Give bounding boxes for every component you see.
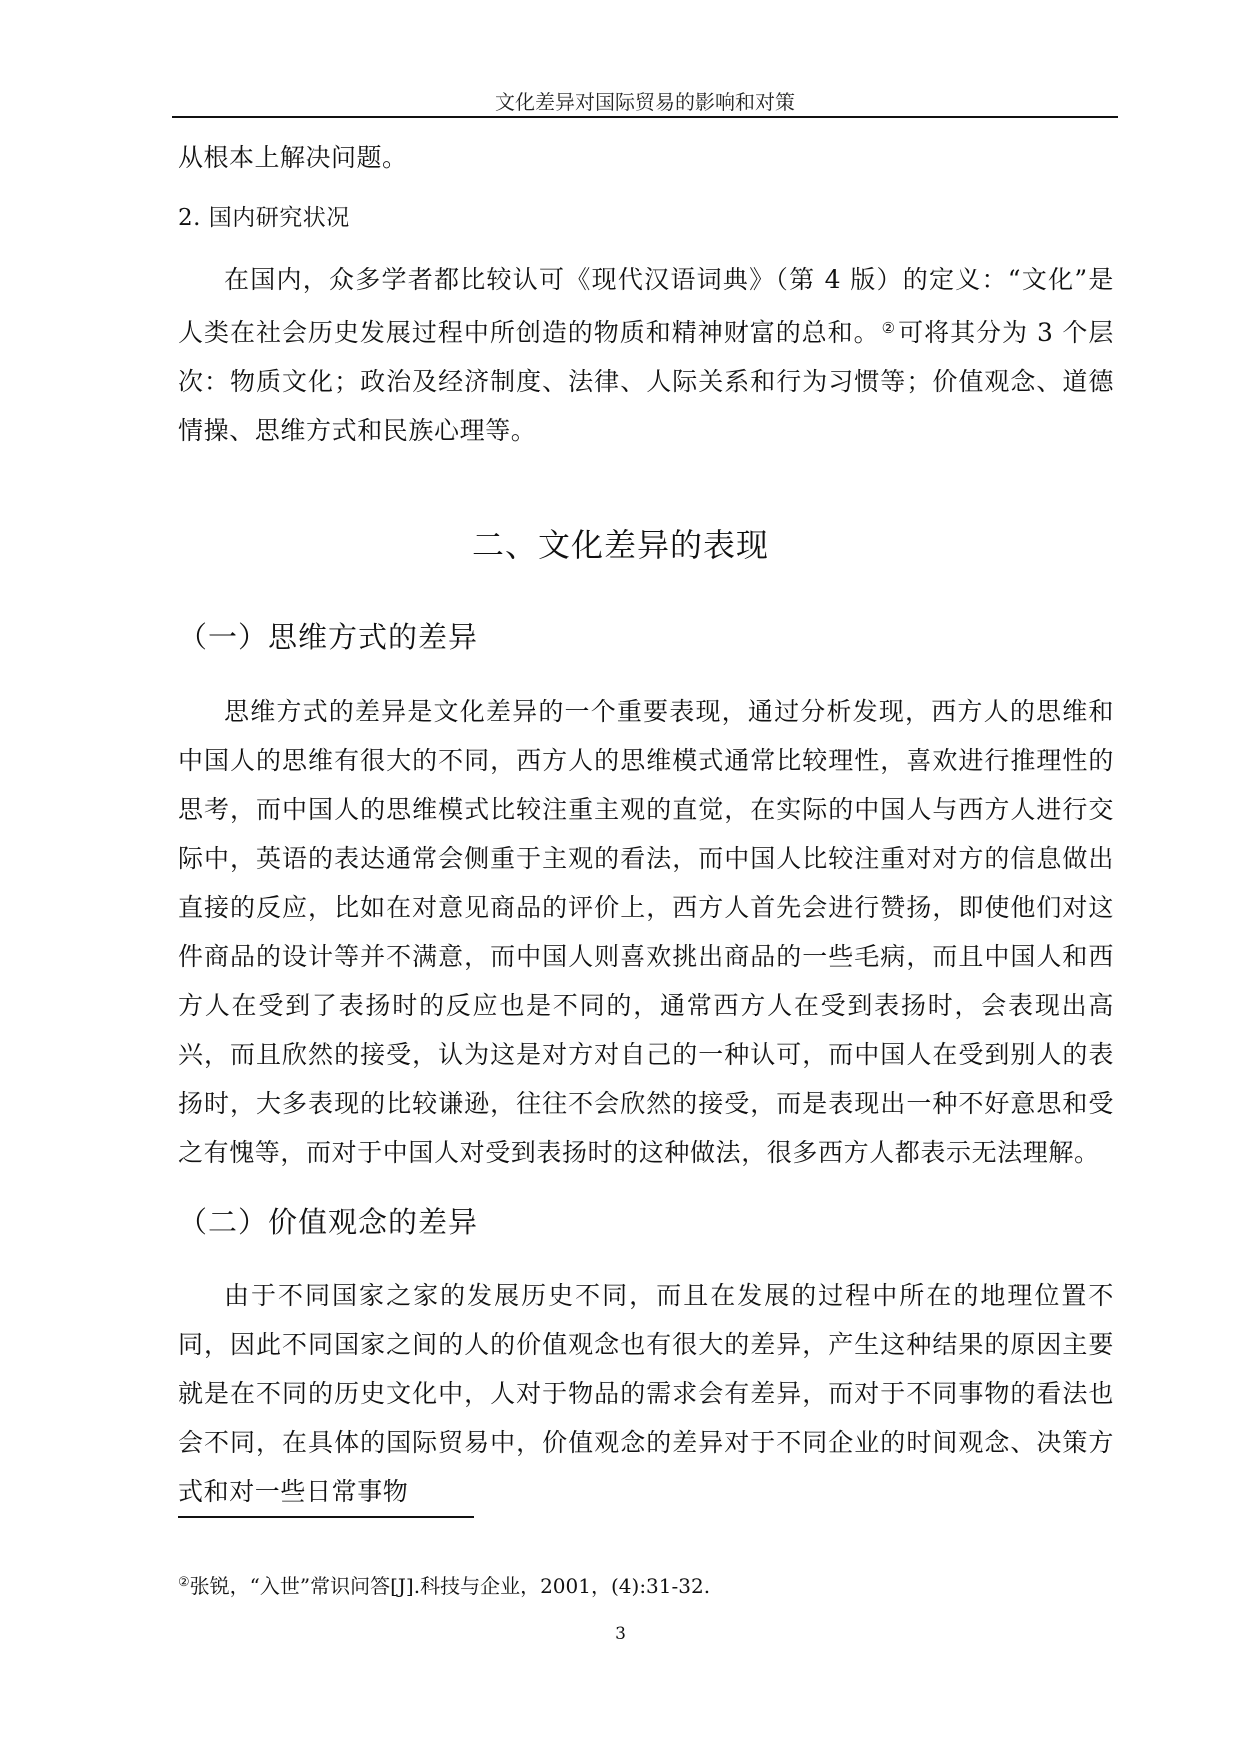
footnote-text: 张锐，“入世”常识问答[J].科技与企业，2001，(4):31-32. bbox=[189, 1574, 711, 1598]
subsection-title-thinking: （一）思维方式的差异 bbox=[178, 620, 479, 654]
subheading-domestic-research: 2. 国内研究状况 bbox=[178, 205, 350, 231]
footnote-reference[interactable]: ② bbox=[881, 319, 897, 337]
footnote bbox=[178, 1570, 710, 1599]
paragraph-domestic-research bbox=[178, 255, 1114, 455]
continuation-line: 从根本上解决问题。 bbox=[178, 143, 408, 172]
subsection-title-values: （二）价值观念的差异 bbox=[178, 1205, 479, 1239]
paragraph-thinking-differences: 思维方式的差异是文化差异的一个重要表现，通过分析发现，西方人的思维和中国人的思维有很大的不同，西方人的思维模式通常比较理性，喜欢进行推理性的思考，而中国人的思维模式比较注重主观的直觉，在实际的中国人与西方人进行交际中，英语的表达通常会侧重于主观的看法，而中国人比较注重对对方的信息做出直接的反应，比如在对意见商品的评价上，西方人首先会进行赞扬，即使他们对这件商品的设计等并不满意，而中国人则喜欢挑出商品的一些毛病，而且中国人和西方人在受到了表扬时的反应也是不同的，通常西方人在受到表扬时，会表现出高兴，而且欣然的接受，认为这是对方对自己的一种认可，而中国人在受到别人的表扬时，大多表现的比较谦逊，往往不会欣然的接受，而是表现出一种不好意思和受之有愧等，而对于中国人对受到表扬时的这种做法，很多西方人都表示无法理解。 bbox=[178, 697, 1114, 1167]
page-number: 3 bbox=[615, 1624, 626, 1644]
header-rule bbox=[172, 116, 1118, 118]
footnote-marker: ② bbox=[178, 1575, 190, 1590]
running-header: 文化差异对国际贸易的影响和对策 bbox=[495, 90, 795, 114]
paragraph-text: 可将其分为 3 个层次：物质文化；政治及经济制度、法律、人际关系和行为习惯等；价值观念、道德情操、思维方式和民族心理等。 bbox=[178, 318, 1114, 445]
paragraph-text: 在国内，众多学者都比较认可《现代汉语词典》（第 4 版）的定义：“文化”是人类在社会历史发展过程中所创造的物质和精神财富的总和。 bbox=[178, 265, 1114, 347]
footnote-rule bbox=[178, 1516, 474, 1518]
section-title: 二、文化差异的表现 bbox=[471, 526, 769, 564]
paragraph-value-differences: 由于不同国家之家的发展历史不同，而且在发展的过程中所在的地理位置不同，因此不同国家之间的人的价值观念也有很大的差异，产生这种结果的原因主要就是在不同的历史文化中，人对于物品的需求会有差异，而对于不同事物的看法也会不同，在具体的国际贸易中，价值观念的差异对于不同企业的时间观念、决策方式和对一些日常事物 bbox=[178, 1281, 1114, 1506]
